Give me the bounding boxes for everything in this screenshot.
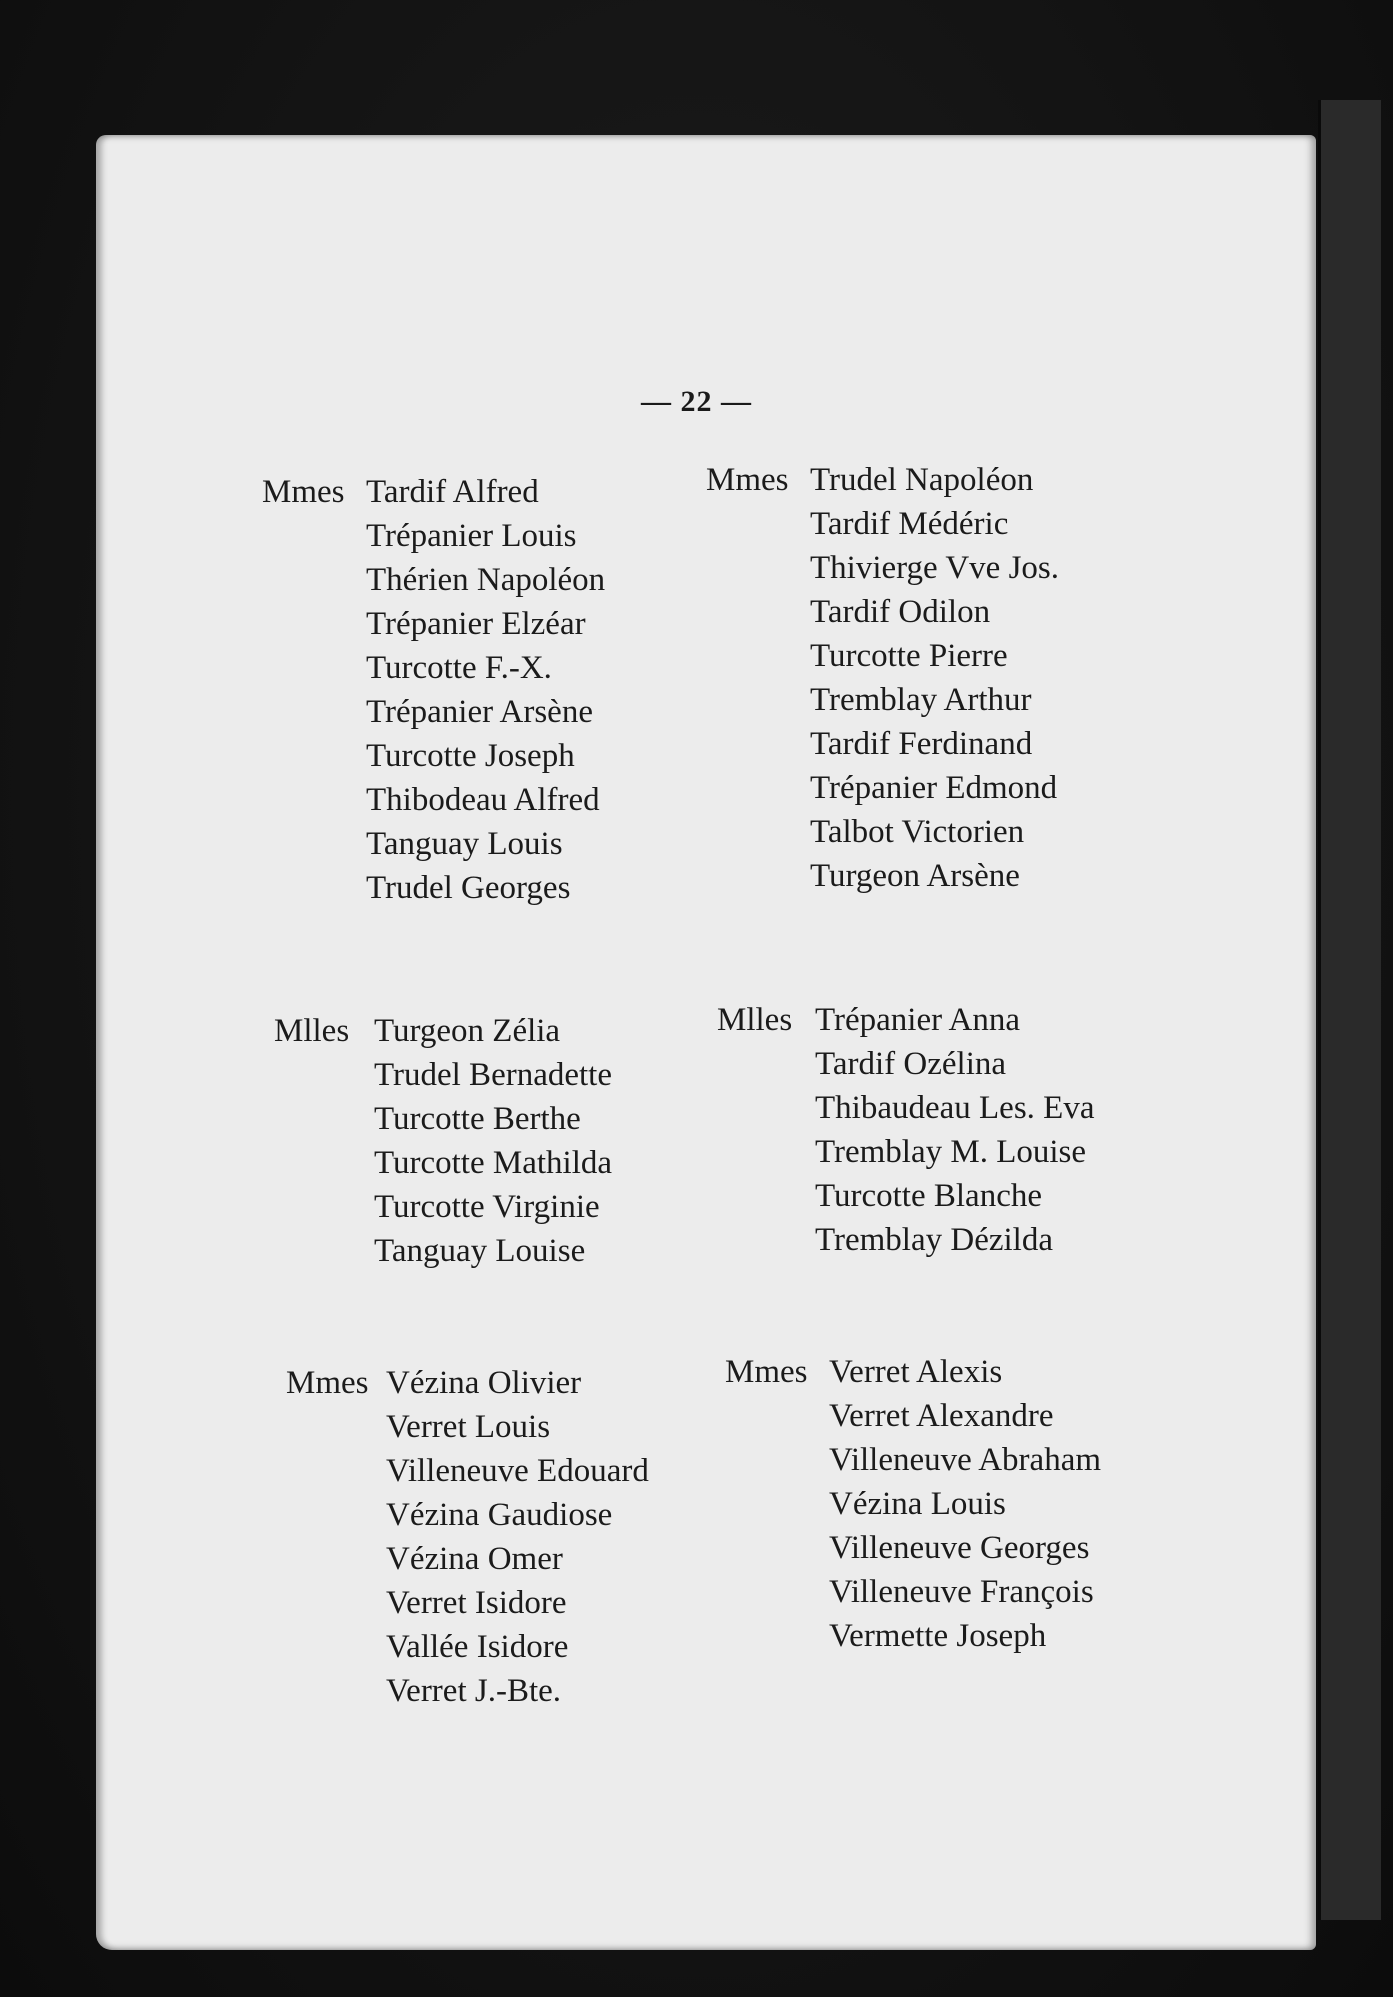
name-entry: Trépanier Louis [366, 518, 577, 554]
name-entry: Turcotte Blanche [815, 1178, 1042, 1214]
name-entry: Tremblay Arthur [810, 682, 1032, 718]
name-entry: Thibaudeau Les. Eva [815, 1090, 1095, 1126]
name-entry: Turcotte Joseph [366, 738, 575, 774]
name-entry: Villeneuve Abraham [829, 1442, 1102, 1478]
name-entry: Verret Alexandre [829, 1398, 1054, 1434]
name-entry: Tardif Ozélina [815, 1046, 1007, 1082]
section-1-left-label: Mmes [262, 474, 345, 510]
name-entry: Thivierge Vve Jos. [810, 550, 1059, 586]
section-3-right-label: Mmes [725, 1354, 808, 1390]
section-2-right-label: Mlles [717, 1002, 793, 1038]
name-entry: Vézina Omer [386, 1541, 563, 1577]
name-entry: Trépanier Arsène [366, 694, 593, 730]
name-entry: Trépanier Elzéar [366, 606, 586, 642]
name-entry: Tanguay Louis [366, 826, 563, 862]
name-entry: Vermette Joseph [829, 1618, 1047, 1654]
section-3-left-names [386, 1361, 649, 1713]
name-entry: Verret Louis [386, 1409, 551, 1445]
name-entry: Talbot Victorien [810, 814, 1025, 850]
name-entry: Thibodeau Alfred [366, 782, 600, 818]
name-entry: Verret Alexis [829, 1354, 1003, 1390]
name-entry: Turcotte F.-X. [366, 650, 552, 686]
name-entry: Tremblay M. Louise [815, 1134, 1087, 1170]
name-entry: Trudel Napoléon [810, 462, 1034, 498]
section-1-left-names [366, 470, 605, 910]
name-entry: Trudel Georges [366, 870, 571, 906]
name-entry: Trudel Bernadette [374, 1057, 612, 1093]
name-entry: Vézina Olivier [386, 1365, 582, 1401]
section-3-left-label: Mmes [286, 1365, 369, 1401]
section-1-right-names [810, 458, 1059, 898]
section-2-right-names [815, 998, 1094, 1262]
name-entry: Villeneuve François [829, 1574, 1094, 1610]
name-entry: Tardif Ferdinand [810, 726, 1033, 762]
section-2-left-names [374, 1009, 612, 1273]
page-number: — 22 — [641, 385, 752, 418]
name-entry: Tanguay Louise [374, 1233, 586, 1269]
name-entry: Tardif Odilon [810, 594, 991, 630]
section-2-left-label: Mlles [274, 1013, 350, 1049]
name-entry: Thérien Napoléon [366, 562, 606, 598]
name-entry: Tardif Alfred [366, 474, 539, 510]
section-1-right-label: Mmes [706, 462, 789, 498]
name-entry: Vézina Louis [829, 1486, 1006, 1522]
name-entry: Turgeon Zélia [374, 1013, 561, 1049]
name-entry: Villeneuve Edouard [386, 1453, 649, 1489]
name-entry: Verret J.-Bte. [386, 1673, 562, 1709]
name-entry: Vallée Isidore [386, 1629, 569, 1665]
name-entry: Vézina Gaudiose [386, 1497, 613, 1533]
name-entry: Tardif Médéric [810, 506, 1009, 542]
name-entry: Trépanier Anna [815, 1002, 1020, 1038]
name-entry: Turcotte Pierre [810, 638, 1008, 674]
name-entry: Turcotte Berthe [374, 1101, 581, 1137]
facing-page-edge [1318, 100, 1381, 1920]
section-3-right-names [829, 1350, 1101, 1658]
name-entry: Turcotte Mathilda [374, 1145, 613, 1181]
name-entry: Verret Isidore [386, 1585, 567, 1621]
name-entry: Turgeon Arsène [810, 858, 1020, 894]
name-entry: Trépanier Edmond [810, 770, 1058, 806]
name-entry: Villeneuve Georges [829, 1530, 1090, 1566]
name-entry: Turcotte Virginie [374, 1189, 600, 1225]
name-entry: Tremblay Dézilda [815, 1222, 1053, 1258]
